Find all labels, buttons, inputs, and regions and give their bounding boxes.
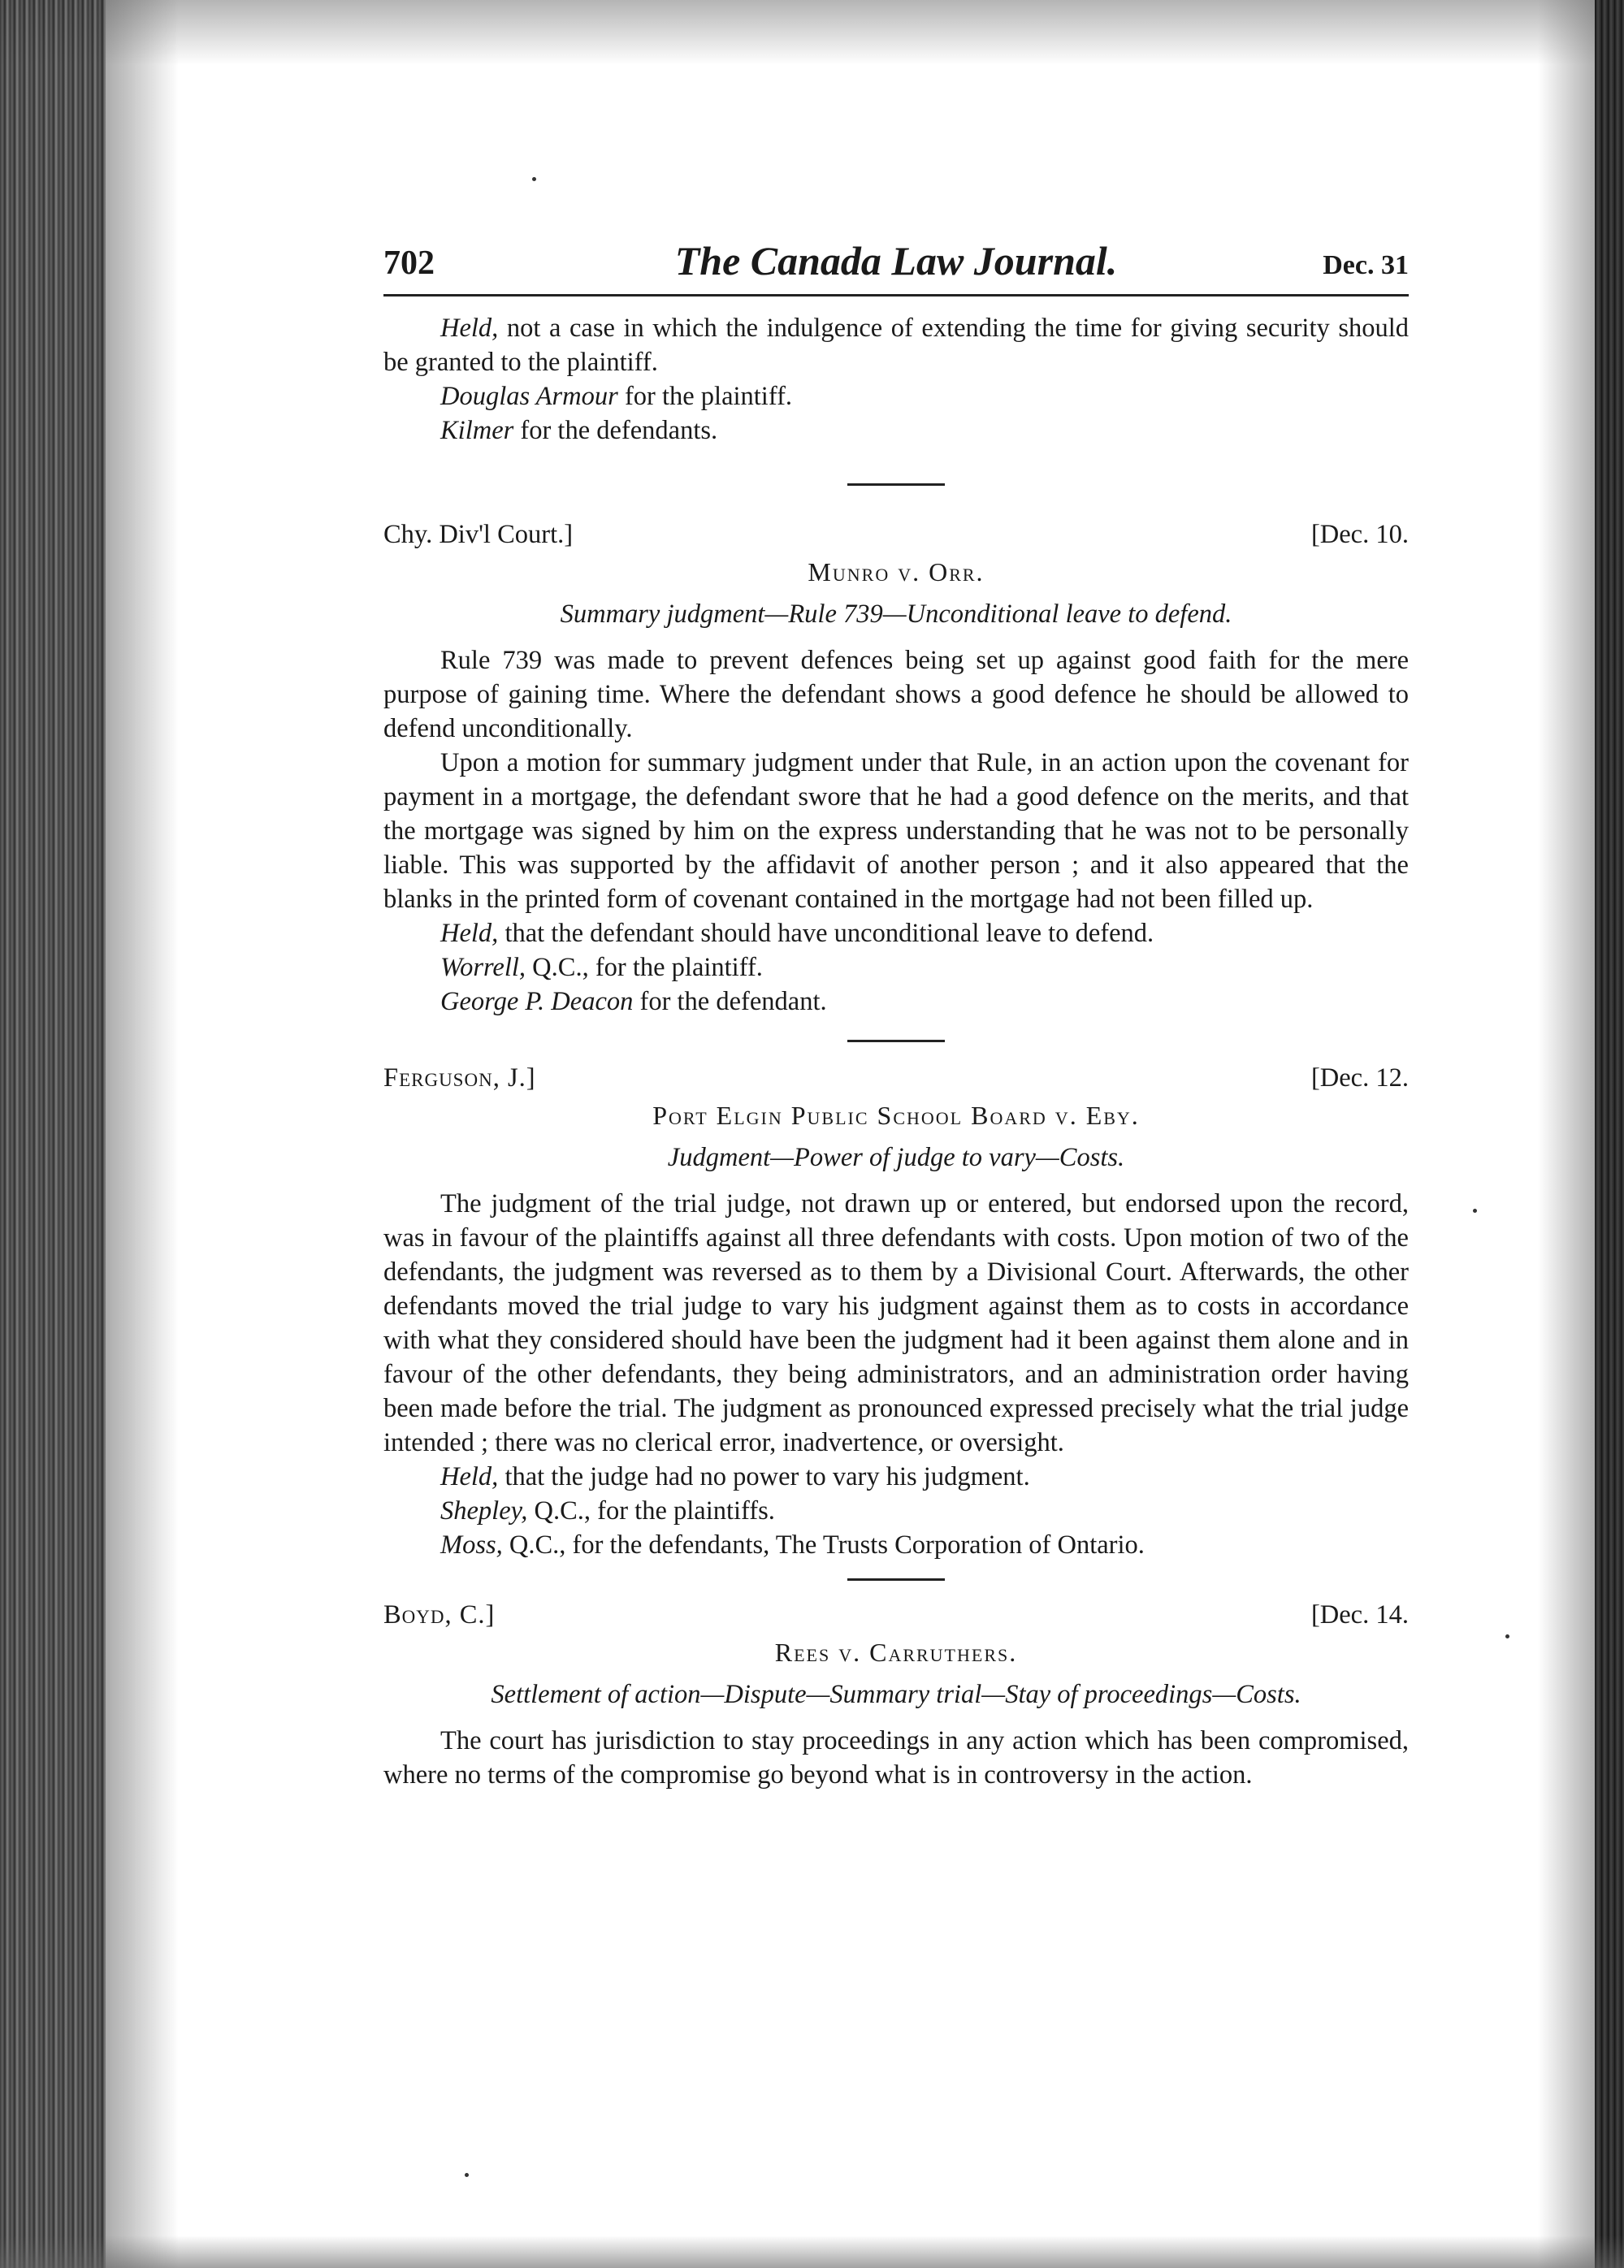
case-headnote: Judgment—Power of judge to vary—Costs. xyxy=(667,1143,1125,1172)
counsel-name: Shepley, xyxy=(440,1496,528,1526)
counsel-role: for the plaintiff. xyxy=(624,382,793,411)
held-text: that the defendant should have unconditional leave to defend. xyxy=(505,919,1154,948)
scan-speck xyxy=(1505,1634,1509,1638)
held-text: not a case in which the indulgence of extending the time for giving security should be granted to the plaintiff. xyxy=(383,314,1409,377)
held-text: that the judge had no power to vary his judgment. xyxy=(505,1462,1030,1491)
held-label: Held, xyxy=(440,919,499,948)
counsel-name: Moss, xyxy=(440,1530,503,1560)
court-name: Chy. Div'l Court.] xyxy=(383,520,574,549)
case-paragraph: The court has jurisdiction to stay proceedings in any action which has been compromised, where no terms of the compromise go beyond what is in controversy in the action. xyxy=(383,1726,1409,1790)
court-line xyxy=(383,520,1409,556)
section-divider xyxy=(847,1578,945,1581)
decision-date: [Dec. 14. xyxy=(1310,1600,1409,1630)
case-report xyxy=(383,520,1409,1019)
held-label: Held, xyxy=(440,314,499,343)
journal-title: The Canada Law Journal. xyxy=(674,238,1118,284)
counsel-name: Worrell, xyxy=(440,953,526,982)
counsel-role: for the defendants. xyxy=(520,416,718,445)
case-name: Port Elgin Public School Board v. Eby. xyxy=(652,1101,1140,1130)
scan-binding-edge xyxy=(0,0,106,2268)
counsel-line xyxy=(383,950,1409,985)
counsel-role: Q.C., for the defendants, The Trusts Corporation of Ontario. xyxy=(509,1530,1145,1560)
held-label: Held, xyxy=(440,1462,499,1491)
court-line xyxy=(383,1600,1409,1636)
case-name: Rees v. Carruthers. xyxy=(774,1638,1018,1667)
decision-date: [Dec. 10. xyxy=(1310,520,1409,549)
case-report xyxy=(383,1600,1409,1792)
opening-fragment xyxy=(383,311,1409,448)
court-line xyxy=(383,1063,1409,1099)
held-paragraph xyxy=(383,1460,1409,1494)
section-divider xyxy=(847,1040,945,1042)
counsel-name: Kilmer xyxy=(440,416,514,445)
scan-shadow-bottom xyxy=(0,2236,1624,2268)
counsel-role: for the defendant. xyxy=(639,987,827,1016)
court-name: Ferguson, J.] xyxy=(383,1063,536,1093)
counsel-line xyxy=(383,1528,1409,1562)
case-headnote: Summary judgment—Rule 739—Unconditional leave to defend. xyxy=(560,599,1232,629)
court-name: Boyd, C.] xyxy=(383,1600,496,1630)
decision-date: [Dec. 12. xyxy=(1310,1063,1409,1093)
counsel-line xyxy=(383,379,1409,413)
case-report xyxy=(383,1063,1409,1562)
section-divider xyxy=(847,483,945,486)
counsel-role: Q.C., for the plaintiff. xyxy=(532,953,763,982)
counsel-name: Douglas Armour xyxy=(440,382,618,411)
page-number: 702 xyxy=(383,245,435,282)
held-paragraph xyxy=(383,916,1409,950)
case-headnote: Settlement of action—Dispute—Summary trial—Stay of proceedings—Costs. xyxy=(491,1680,1301,1709)
case-name: Munro v. Orr. xyxy=(808,557,985,586)
counsel-role: Q.C., for the plaintiffs. xyxy=(534,1496,775,1526)
running-head xyxy=(383,237,1409,296)
case-paragraph: The judgment of the trial judge, not drawn up or entered, but endorsed upon the record, was in favour of the plaintiffs against all three defendants with costs. Upon motion of two of the defendants, the judgment was reversed as to them by a Divisional Court. Afterwards, the other defendants moved the trial judge to vary his judgment against them as to costs in accordance with what they considered should have been the judgment had it been against them alone and in favour of the other defendants, they being administrators, and an administration order having been made before the trial. The judgment as pronounced expressed precisely what the trial judge intended ; there was no clerical error, inadvertence, or oversight. xyxy=(383,1189,1409,1457)
counsel-line xyxy=(383,1494,1409,1528)
scan-speck xyxy=(1473,1209,1477,1213)
counsel-line xyxy=(383,413,1409,448)
scan-shadow-top xyxy=(0,0,1624,65)
issue-date: Dec. 31 xyxy=(1323,250,1409,280)
case-paragraph: Upon a motion for summary judgment under that Rule, in an action upon the covenant for payment in a mortgage, the defendant swore that he had a good defence on the merits, and that the mortgage was signed by him on the express understanding that he was not to be personally liable. This was supported by the affidavit of another person ; and it also appeared that the blanks in the printed form of covenant contained in the mortgage had not been filled up. xyxy=(383,748,1409,914)
journal-page xyxy=(383,237,1409,1792)
counsel-name: George P. Deacon xyxy=(440,987,634,1016)
case-paragraph: Rule 739 was made to prevent defences being set up against good faith for the mere purpose of gaining time. Where the defendant shows a good defence he should be allowed to defend unconditionally. xyxy=(383,646,1409,743)
scan-speck xyxy=(465,2173,469,2177)
counsel-line xyxy=(383,985,1409,1019)
held-paragraph xyxy=(383,311,1409,379)
scan-right-edge xyxy=(1595,0,1624,2268)
scan-speck xyxy=(532,177,536,181)
